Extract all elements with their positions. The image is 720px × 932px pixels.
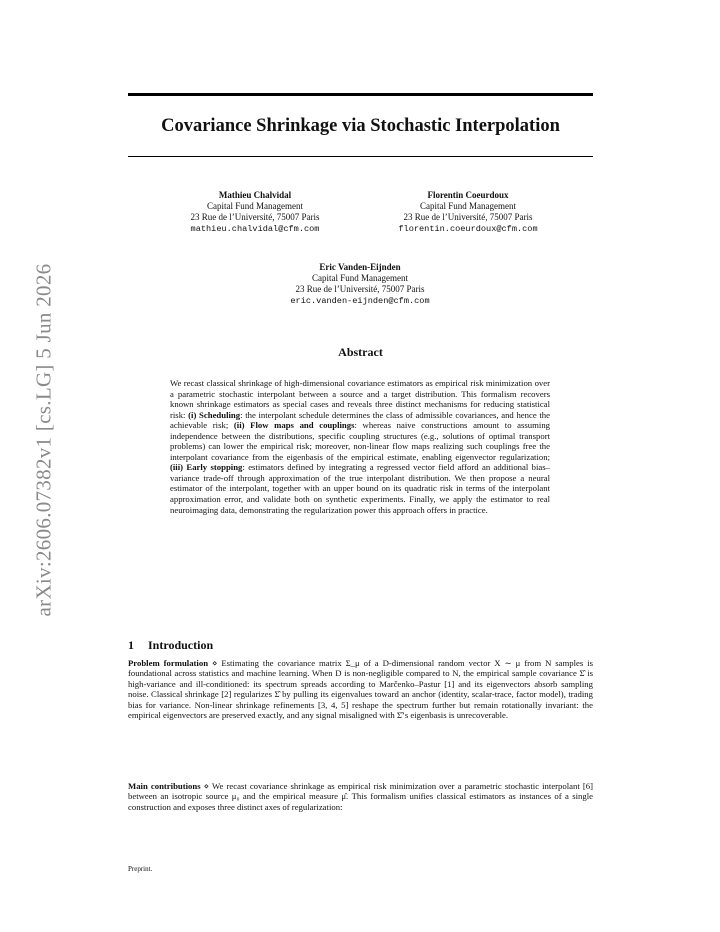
author-affiliation: Capital Fund Management [207,201,303,212]
section-title: Introduction [148,638,214,652]
title-bottom-rule [128,156,593,157]
abstract-body [170,378,550,515]
author-address: 23 Rue de l’Université, 75007 Paris [295,284,425,295]
section-heading [128,638,213,653]
author-email[interactable]: mathieu.chalvidal@cfm.com [190,223,320,234]
arxiv-identifier: arXiv:2606.07382v1 [cs.LG] 5 Jun 2026 [31,263,56,617]
title-top-rule [128,93,593,96]
author-address: 23 Rue de l’Université, 75007 Paris [403,212,533,223]
abstract-item-label: (ii) Flow maps and couplings [233,420,355,431]
abstract-item-text: : whereas naive constructions amount to assuming independence between the distributions, specific coupling structures (e.g., solutions of optimal transport problems) can lower the empirical risk; moreover, non-linear flow maps realizing such couplings free the interpolant covariance from the eigenbasis of the empirical estimate, enabling eigenvector regularization; [170,420,551,462]
body-paragraph [128,781,593,812]
footer-note: Preprint. [128,865,153,873]
abstract-item-text: : estimators defined by integrating a regressed vector field afford an additional bias–variance trade-off through approximation of the true interpolant distribution. We then propose a neural estimator of the interpolant, together with an upper bound on its quadratic risk in terms of the interpolant approximation error, and validate both on synthetic experiments. Finally, we apply the estimator to real neuroimaging data, demonstrating the regularization power this approach offers in practice. [170,462,551,515]
author-affiliation: Capital Fund Management [312,273,408,284]
paragraph-text: ⋄ We recast covariance shrinkage as empirical risk minimization over a parametric stochastic interpolant [6] between an isotropic source μ₀ and the empirical measure μ̂. This formalism unifies classical estimators as instances of a single construction and exposes three distinct axes of regularization: [128,781,593,812]
author-name: Florentin Coeurdoux [427,190,509,200]
abstract-item-label: (i) Scheduling [188,409,241,420]
author-email[interactable]: florentin.coeurdoux@cfm.com [398,223,538,234]
section-number: 1 [128,638,134,652]
abstract-item-label: (iii) Early stopping [170,462,243,473]
author-address: 23 Rue de l’Université, 75007 Paris [190,212,320,223]
author-affiliation: Capital Fund Management [420,201,516,212]
paragraph-text: ⋄ Estimating the covariance matrix Σ_μ of a D-dimensional random vector X ∼ μ from N samples is foundational across statistics and machine learning. When D is non-negligible compared to N, the empirical sample covariance Σ̂ is high-variance and ill-conditioned: its spectrum spreads according to Marčenko–Pastur [1] and its eigenvectors absorb sampling noise. Classical shrinkage [2] regularizes Σ̂ by pulling its eigenvalues toward an anchor (identity, scalar-trace, factor model), trading bias for variance. Non-linear shrinkage refinements [3, 4, 5] reshape the spectrum further but remain rotationally invariant: the empirical eigenvectors are preserved exactly, and any signal misaligned with Σ̂’s eigenbasis is unrecoverable. [128,658,594,721]
body-paragraph [128,658,593,720]
paper-title: Covariance Shrinkage via Stochastic Interpolation [161,116,560,136]
author-block [155,190,355,235]
author-block [368,190,568,235]
paragraph-runin-label: Problem formulation [128,658,209,668]
author-name: Eric Vanden-Eijnden [319,262,401,272]
author-email[interactable]: eric.vanden-eijnden@cfm.com [290,295,430,306]
abstract-intro: We recast classical shrinkage of high-dimensional covariance estimators as empirical risk minimization over a parametric stochastic interpolant between a source and a target distribution. This formalism recovers known shrinkage estimators as special cases and reveals three distinct mechanisms for reducing statistical risk: [170,378,550,420]
paragraph-runin-label: Main contributions [128,781,201,791]
abstract-heading: Abstract [338,345,383,359]
author-name: Mathieu Chalvidal [218,190,292,200]
author-block [260,262,460,307]
abstract-item-text: : the interpolant schedule determines the class of admissible covariances, and hence the achievable risk; [170,409,551,431]
